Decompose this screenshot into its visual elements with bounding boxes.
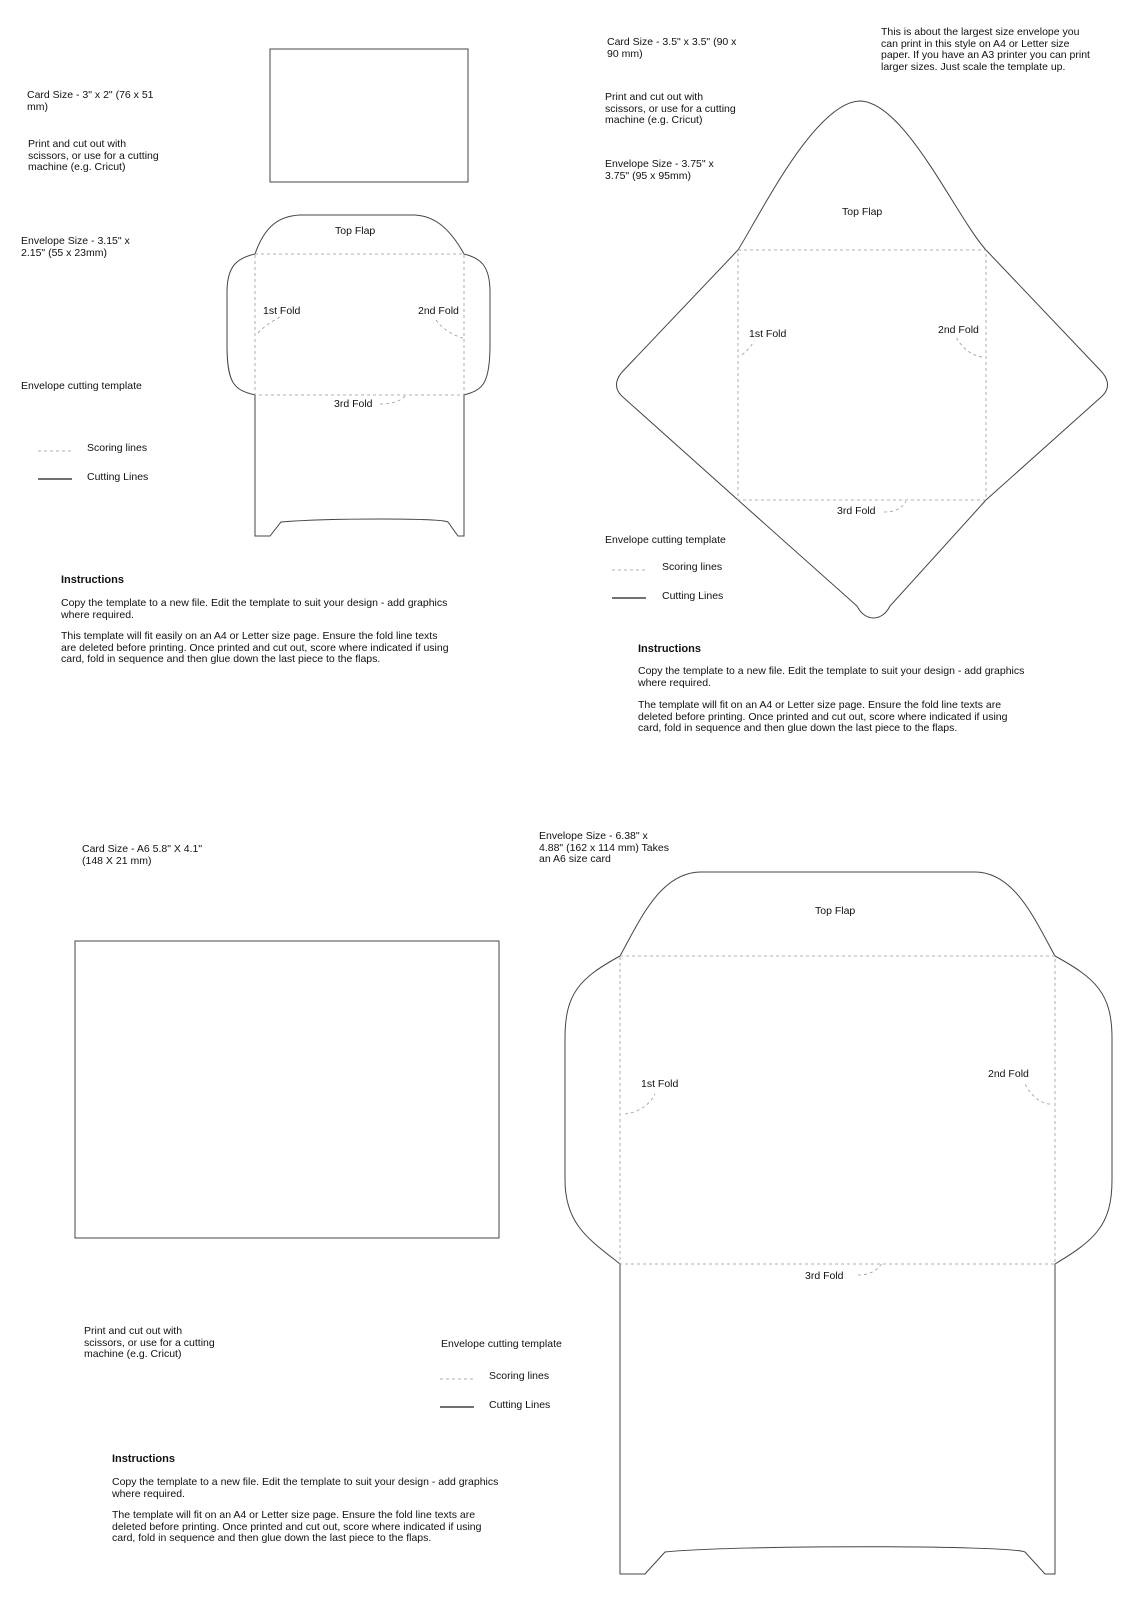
legend-scoring-label: Scoring lines [489, 1370, 550, 1382]
card-size-label: Card Size - A6 5.8" X 4.1" (148 X 21 mm) [82, 843, 203, 867]
fold2-label: 2nd Fold [988, 1068, 1029, 1080]
top-flap-label: Top Flap [842, 206, 883, 218]
top-flap-label: Top Flap [335, 225, 376, 237]
legend-cutting-label: Cutting Lines [662, 590, 724, 602]
fold1-label: 1st Fold [641, 1078, 679, 1090]
instructions-paragraph: Copy the template to a new file. Edit the template to suit your design - add graphics where required. [638, 665, 1025, 689]
template-title: Envelope cutting template [441, 1338, 562, 1350]
card-size-label: Card Size - 3" x 2" (76 x 51 mm) [27, 89, 154, 113]
print-note: Print and cut out with scissors, or use for a cutting machine (e.g. Cricut) [605, 91, 736, 126]
legend-scoring-label: Scoring lines [662, 561, 723, 573]
size-note: This is about the largest size envelope you can print in this style on A4 or Letter size paper. If you have an A3 printer you can print larger sizes. Just scale the template up. [881, 26, 1090, 73]
envelope-size-label: Envelope Size - 3.75" x 3.75" (95 x 95mm) [605, 158, 714, 182]
fold1-label: 1st Fold [749, 328, 787, 340]
envelope-size-label: Envelope Size - 3.15" x 2.15" (55 x 23mm) [21, 235, 130, 259]
print-note: Print and cut out with scissors, or use for a cutting machine (e.g. Cricut) [84, 1325, 215, 1360]
instructions-paragraph: This template will fit easily on an A4 or Letter size page. Ensure the fold line texts are deleted before printing. Once printed and cut out, score where indicated if using card, fold in sequence and then glue down the last piece to the flaps. [61, 630, 449, 665]
instructions-paragraph: Copy the template to a new file. Edit the template to suit your design - add graphics where required. [61, 597, 448, 621]
fold2-label: 2nd Fold [938, 324, 979, 336]
instructions-heading: Instructions [61, 574, 124, 586]
card-outline-small [270, 49, 468, 182]
legend-cutting-label: Cutting Lines [489, 1399, 551, 1411]
legend-cutting-label: Cutting Lines [87, 471, 149, 483]
envelope-size-label: Envelope Size - 6.38" x 4.88" (162 x 114 mm) Takes an A6 size card [539, 830, 669, 865]
envelope-cutline-small [227, 215, 490, 536]
instructions-paragraph: The template will fit on an A4 or Letter size page. Ensure the fold line texts are deleted before printing. Once printed and cut out, score where indicated if using card, fold in sequence and then glue down the last piece to the flaps. [638, 699, 1008, 734]
fold3-label: 3rd Fold [837, 505, 876, 517]
fold3-label: 3rd Fold [334, 398, 373, 410]
instructions-heading: Instructions [112, 1453, 175, 1465]
legend-scoring-label: Scoring lines [87, 442, 148, 454]
instructions-paragraph: The template will fit on an A4 or Letter size page. Ensure the fold line texts are deleted before printing. Once printed and cut out, score where indicated if using card, fold in sequence and then glue down the last piece to the flaps. [112, 1509, 482, 1544]
template-title: Envelope cutting template [605, 534, 726, 546]
print-note: Print and cut out with scissors, or use for a cutting machine (e.g. Cricut) [28, 138, 159, 173]
fold3-label: 3rd Fold [805, 1270, 844, 1282]
fold1-label: 1st Fold [263, 305, 301, 317]
instructions-heading: Instructions [638, 643, 701, 655]
instructions-paragraph: Copy the template to a new file. Edit the template to suit your design - add graphics where required. [112, 1476, 499, 1500]
template-title: Envelope cutting template [21, 380, 142, 392]
top-flap-label: Top Flap [815, 905, 856, 917]
card-size-label: Card Size - 3.5" x 3.5" (90 x 90 mm) [607, 36, 737, 60]
fold2-label: 2nd Fold [418, 305, 459, 317]
envelope-cutline-large [565, 872, 1112, 1574]
card-outline-a6 [75, 941, 499, 1238]
